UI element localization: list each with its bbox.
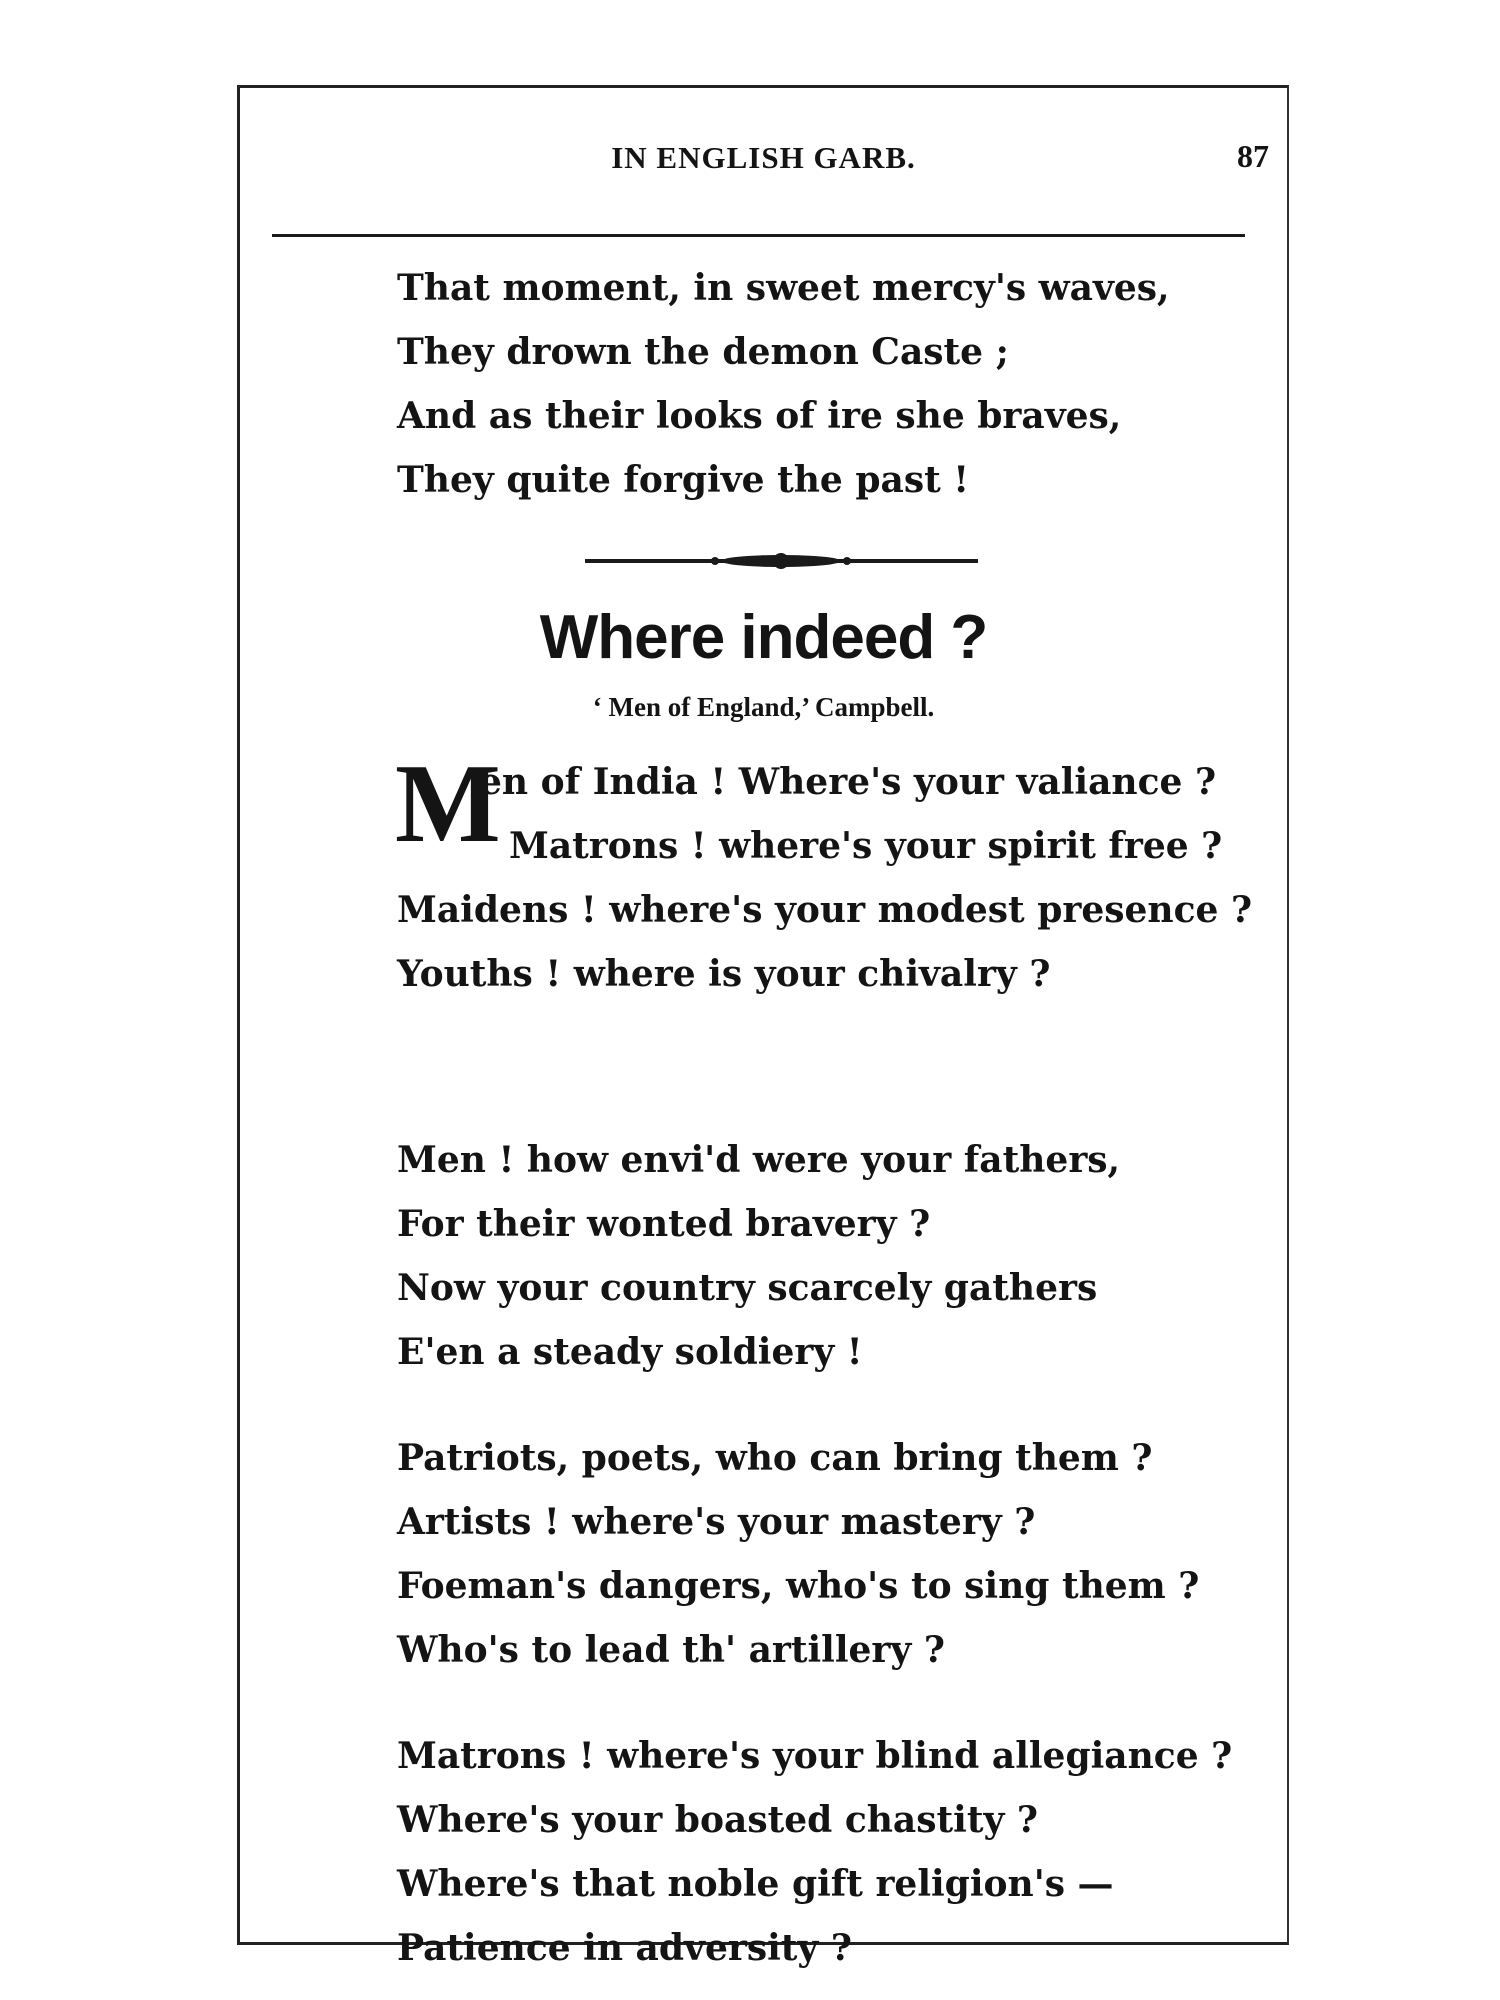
- poem-line: Patience in adversity ?: [397, 1927, 852, 1969]
- poem-line: E'en a steady soldiery !: [397, 1331, 863, 1373]
- poem-subtitle: ‘ Men of England,’ Campbell.: [592, 692, 935, 722]
- poem-line: Who's to lead th' artillery ?: [397, 1629, 945, 1671]
- poem-stanza-3: [397, 1426, 1199, 1682]
- previous-poem-stanza: [397, 256, 1170, 512]
- header-rule: [272, 234, 1245, 237]
- poem-line: Artists ! where's your mastery ?: [397, 1501, 1036, 1543]
- poem-line: For their wonted bravery ?: [397, 1203, 931, 1245]
- poem-stanza-1: [395, 742, 1253, 1006]
- poem-line: Men ! how envi'd were your fathers,: [397, 1139, 1121, 1181]
- poem-line: That moment, in sweet mercy's waves,: [397, 267, 1170, 309]
- poem-line: Matrons ! where's your spirit free ?: [509, 825, 1223, 867]
- poem-line: Where's your boasted chastity ?: [397, 1799, 1038, 1841]
- drop-cap: M: [395, 742, 501, 866]
- page-frame: [237, 85, 1289, 1969]
- poem-line: Now your country scarcely gathers: [397, 1267, 1098, 1309]
- poem-line: Foeman's dangers, who's to sing them ?: [397, 1565, 1200, 1607]
- poem-line: Matrons ! where's your blind allegiance ?: [397, 1735, 1233, 1777]
- section-ornament: [585, 552, 978, 570]
- poem-line: Where's that noble gift religion's —: [397, 1863, 1114, 1905]
- poem-line: Patriots, poets, who can bring them ?: [397, 1437, 1153, 1479]
- poem-line: And as their looks of ire she braves,: [397, 395, 1122, 437]
- poem-line: en of India ! Where's your valiance ?: [479, 761, 1217, 803]
- poem-line: Youths ! where is your chivalry ?: [397, 953, 1051, 995]
- poem-line: They quite forgive the past !: [397, 459, 970, 501]
- poem-stanza-4: [397, 1724, 1232, 1980]
- poem-stanza-2: [397, 1128, 1120, 1384]
- poem-line: Maidens ! where's your modest presence ?: [397, 889, 1253, 931]
- page-number: 87: [1237, 138, 1269, 174]
- poem-title: Where indeed ?: [539, 603, 988, 672]
- poem-line: They drown the demon Caste ;: [397, 331, 1009, 373]
- running-title: IN ENGLISH GARB.: [611, 140, 916, 175]
